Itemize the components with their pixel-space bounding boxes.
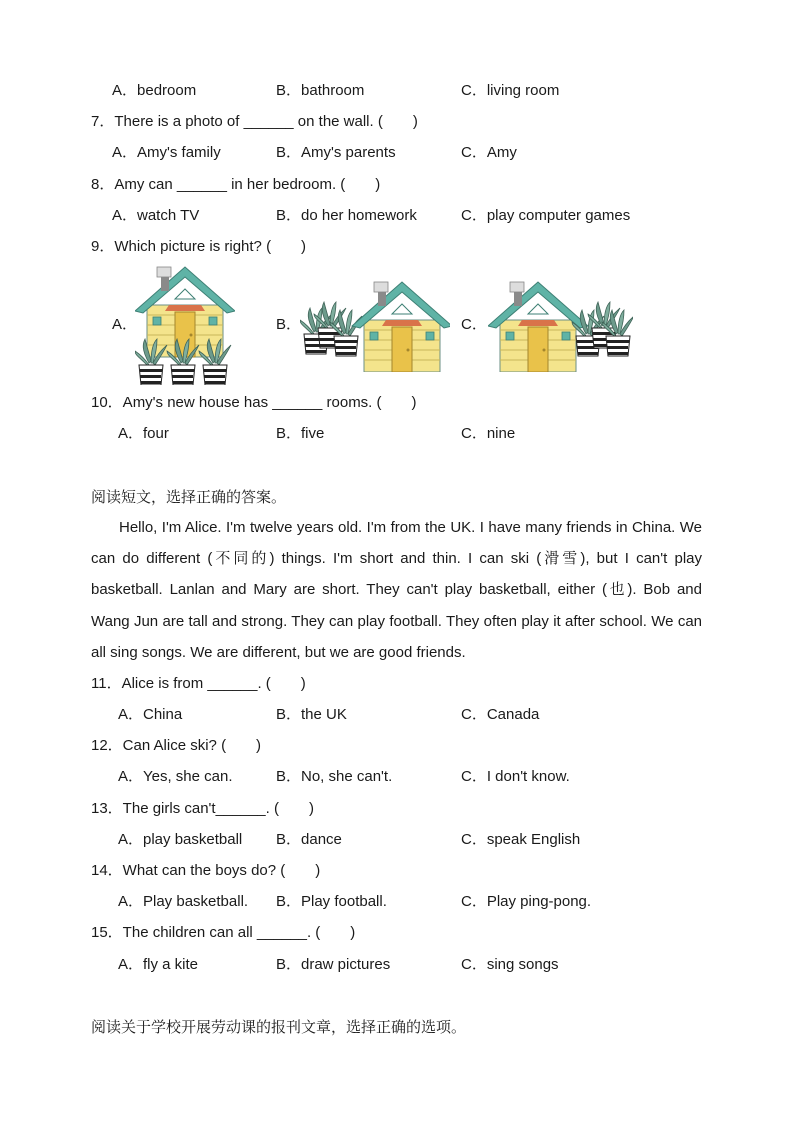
q13-option-c[interactable]: C．speak English xyxy=(461,831,581,848)
q15-stem: 15．The children can all ______. ( ) xyxy=(91,924,356,941)
q7-stem: 7．There is a photo of ______ on the wall. ( ) xyxy=(91,113,418,130)
q15-option-c[interactable]: C．sing songs xyxy=(461,956,559,973)
q11-stem: 11．Alice is from ______. ( ) xyxy=(91,675,306,692)
q8-stem: 8．Amy can ______ in her bedroom. ( ) xyxy=(91,176,381,193)
q9-option-a[interactable]: A． xyxy=(112,316,138,333)
q11-option-c[interactable]: C．Canada xyxy=(461,706,540,723)
q15-option-a[interactable]: A．fly a kite xyxy=(118,956,199,973)
q6-option-c[interactable]: C．living room xyxy=(461,82,560,99)
q9-option-c[interactable]: C． xyxy=(461,316,487,333)
q9-option-b[interactable]: B． xyxy=(276,316,302,333)
q12-option-a[interactable]: A．Yes, she can. xyxy=(118,768,233,785)
q10-stem: 10．Amy's new house has ______ rooms. ( ) xyxy=(91,394,417,411)
reading2-instruction: 阅读关于学校开展劳动课的报刊文章，选择正确的选项。 xyxy=(91,1018,467,1036)
q15-option-b[interactable]: B．draw pictures xyxy=(276,956,391,973)
q7-option-a[interactable]: A．Amy's family xyxy=(112,144,221,161)
q6-option-b[interactable]: B．bathroom xyxy=(276,82,365,99)
q11-option-b[interactable]: B．the UK xyxy=(276,706,347,723)
reading1-instruction: 阅读短文，选择正确的答案。 xyxy=(91,488,287,506)
q12-stem: 12．Can Alice ski? ( ) xyxy=(91,737,262,754)
passage-text: Hello, I'm Alice. I'm twelve years old. I'm from the UK. I have many friends in China. We can do different (不同的) things. I'm short and thin. I can ski (滑雪), but I can't play basketball. Lanlan and Mary are short. They can't play basketball, either (也). Bob and Wang Jun are tall and strong. They can play football. They often play it after school. We can all sing songs. We are different, but we are good friends. xyxy=(91,519,702,661)
q7-option-c[interactable]: C．Amy xyxy=(461,144,517,161)
house-plants-below-picture[interactable] xyxy=(135,265,235,385)
q14-stem: 14．What can the boys do? ( ) xyxy=(91,862,321,879)
q6-option-a[interactable]: A．bedroom xyxy=(112,82,197,99)
q10-option-c[interactable]: C．nine xyxy=(461,425,516,442)
q8-option-a[interactable]: A．watch TV xyxy=(112,207,200,224)
q8-option-c[interactable]: C．play computer games xyxy=(461,207,631,224)
house-plants-left-picture[interactable] xyxy=(300,280,450,372)
q7-option-b[interactable]: B．Amy's parents xyxy=(276,144,396,161)
reading1-passage xyxy=(91,512,702,668)
q14-option-c[interactable]: C．Play ping-pong. xyxy=(461,893,592,910)
q10-option-b[interactable]: B．five xyxy=(276,425,325,442)
q13-option-a[interactable]: A．play basketball xyxy=(118,831,243,848)
q10-option-a[interactable]: A．four xyxy=(118,425,169,442)
q11-option-a[interactable]: A．China xyxy=(118,706,183,723)
q13-option-b[interactable]: B．dance xyxy=(276,831,342,848)
q12-option-c[interactable]: C．I don't know. xyxy=(461,768,570,785)
q8-option-b[interactable]: B．do her homework xyxy=(276,207,417,224)
q13-stem: 13．The girls can't______. ( ) xyxy=(91,800,314,817)
q9-stem: 9．Which picture is right? ( ) xyxy=(91,238,307,255)
q14-option-b[interactable]: B．Play football. xyxy=(276,893,387,910)
q12-option-b[interactable]: B．No, she can't. xyxy=(276,768,393,785)
q14-option-a[interactable]: A．Play basketball. xyxy=(118,893,249,910)
house-plants-right-picture[interactable] xyxy=(488,280,633,372)
